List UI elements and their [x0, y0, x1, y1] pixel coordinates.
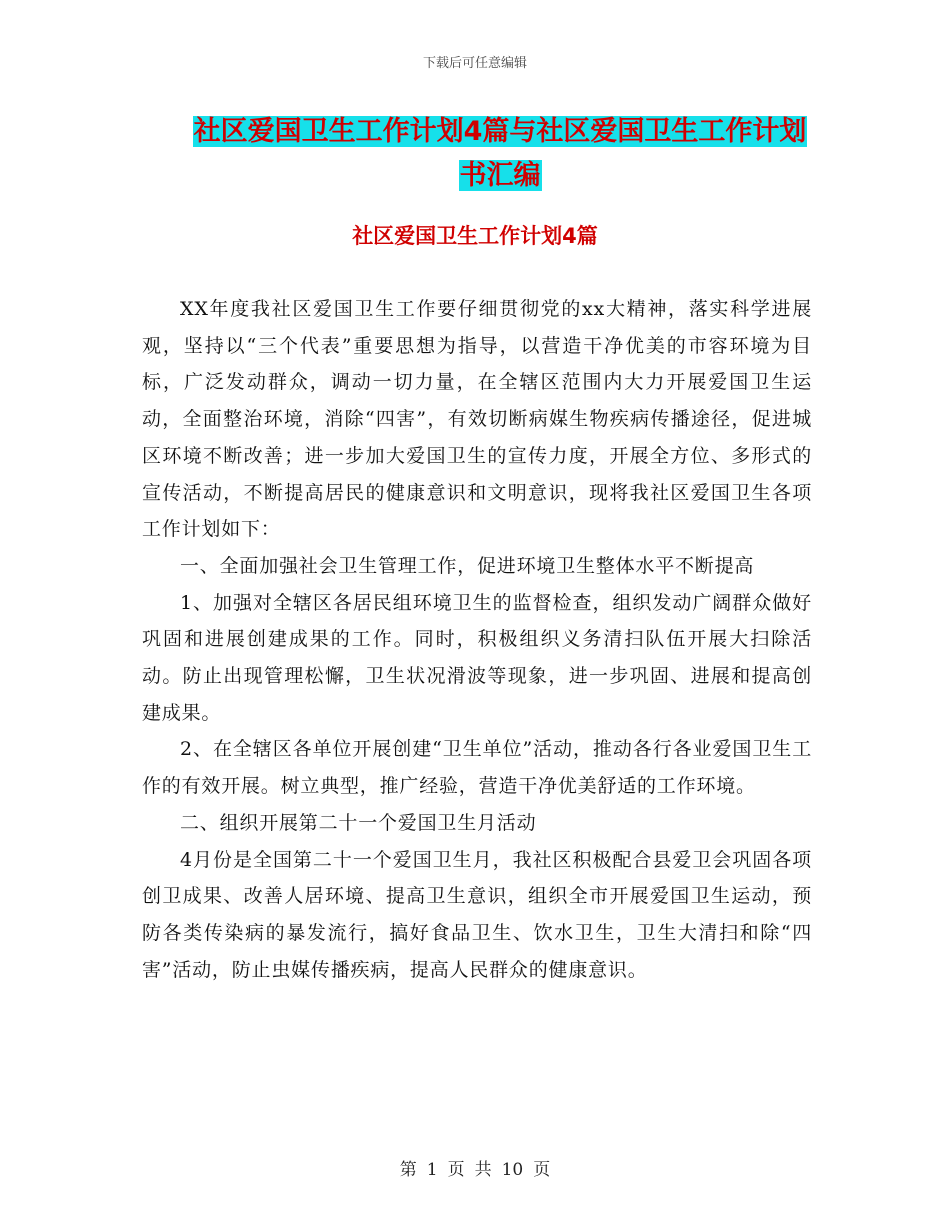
page-header: 下载后可任意编辑: [422, 56, 527, 71]
footer-ye: 页: [447, 1160, 465, 1180]
paragraph-item-2: 2、在全辖区各单位开展创建“卫生单位”活动，推动各行各业爱国卫生工作的有效开展。树立典型，推广经验，营造干净优美舒适的工作环境。: [142, 738, 812, 798]
page-footer: [0, 1155, 950, 1180]
heading-section-2: 二、组织开展第二十一个爱国卫生月活动: [180, 811, 537, 834]
footer-total-pages: 10: [501, 1160, 524, 1180]
title-line-1: 社区爱国卫生工作计划4篇与社区爱国卫生工作计划: [193, 116, 807, 147]
paragraph-health-month: 4月份是全国第二十一个爱国卫生月，我社区积极配合县爱卫会巩固各项创卫成果、改善人居环境、提高卫生意识，组织全市开展爱国卫生运动，预防各类传染病的暴发流行，搞好食品卫生、饮水卫生，卫生大清扫和除“四害”活动，防止虫媒传播疾病，提高人民群众的健康意识。: [142, 848, 812, 981]
paragraph-intro: XX年度我社区爱国卫生工作要仔细贯彻党的xx大精神，落实科学进展观，坚持以“三个代表”重要思想为指导，以营造干净优美的市容环境为目标，广泛发动群众，调动一切力量，在全辖区范围内大力开展爱国卫生运动，全面整治环境，消除“四害”，有效切断病媒生物疾病传播途径，促进城区环境不断改善；进一步加大爱国卫生的宣传力度，开展全方位、多形式的宣传活动，不断提高居民的健康意识和文明意识，现将我社区爱国卫生各项工作计划如下：: [142, 298, 812, 541]
footer-di: 第: [399, 1160, 417, 1180]
title-line-2: 书汇编: [459, 160, 541, 191]
footer-ye2: 页: [533, 1160, 551, 1180]
footer-gong: 共: [474, 1160, 492, 1180]
document-body: [142, 291, 812, 988]
footer-page-number: 1: [426, 1160, 438, 1180]
heading-section-1: 一、全面加强社会卫生管理工作，促进环境卫生整体水平不断提高: [180, 554, 755, 577]
paragraph-item-1: 1、加强对全辖区各居民组环境卫生的监督检查，组织发动广阔群众做好巩固和进展创建成果的工作。同时，积极组织义务清扫队伍开展大扫除活动。防止出现管理松懈，卫生状况滑波等现象，进一步巩固、进展和提高创建成果。: [142, 591, 812, 724]
section-title: 社区爱国卫生工作计划4篇: [352, 224, 598, 248]
document-title: [150, 110, 850, 198]
